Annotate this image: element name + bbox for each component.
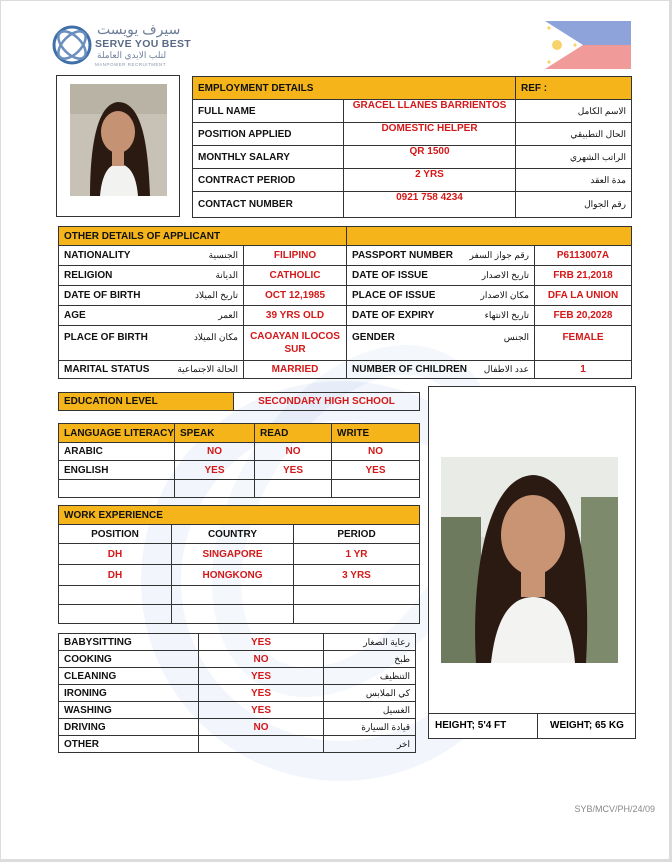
document-code: SYB/MCV/PH/24/09 — [574, 804, 655, 814]
place-of-birth-label: PLACE OF BIRTH — [64, 332, 148, 343]
skills-table — [58, 633, 416, 753]
position-applied-arabic: الحال التطبيقي — [516, 123, 632, 146]
language-name: ENGLISH — [59, 461, 175, 480]
monthly-salary-arabic: الراتب الشهري — [516, 146, 632, 169]
age-label: AGE — [64, 310, 86, 321]
skill-label: COOKING — [59, 651, 199, 668]
skill-value: YES — [199, 685, 324, 702]
religion-label: RELIGION — [64, 270, 113, 281]
date-of-issue-value: FRB 21,2018 — [535, 266, 632, 286]
skill-arabic: رعاية الصغار — [324, 634, 416, 651]
language-read — [255, 480, 332, 498]
monthly-salary-value: QR 1500 — [344, 146, 516, 169]
work-country: HONGKONG — [172, 565, 294, 586]
education-level-value: SECONDARY HIGH SCHOOL — [234, 393, 420, 411]
skill-value — [199, 736, 324, 753]
cv-page — [1, 1, 669, 859]
monthly-salary-label: MONTHLY SALARY — [193, 146, 344, 169]
skill-arabic: طبخ — [324, 651, 416, 668]
skill-value: YES — [199, 634, 324, 651]
date-of-expiry-arabic: تاريخ الانتهاء — [484, 310, 530, 320]
logo-name: SERVE YOU BEST — [95, 38, 192, 50]
knot-logo-icon — [51, 23, 93, 67]
skill-arabic: الغسيل — [324, 702, 416, 719]
skill-arabic: اخر — [324, 736, 416, 753]
full-name-arabic: الاسم الكامل — [516, 100, 632, 123]
language-speak: NO — [175, 443, 255, 461]
work-experience-table — [58, 505, 420, 624]
company-logo — [51, 21, 211, 71]
skill-label: CLEANING — [59, 668, 199, 685]
age-arabic: العمر — [218, 310, 238, 320]
work-country — [172, 605, 294, 624]
number-of-children-label: NUMBER OF CHILDREN — [352, 364, 468, 375]
language-name: ARABIC — [59, 443, 175, 461]
other-details-table — [58, 226, 632, 379]
skill-value: YES — [199, 668, 324, 685]
language-speak — [175, 480, 255, 498]
write-header: WRITE — [332, 424, 420, 443]
passport-number-label: PASSPORT NUMBER — [352, 250, 453, 261]
country-column-header: COUNTRY — [172, 525, 294, 544]
place-of-issue-value: DFA LA UNION — [535, 286, 632, 306]
position-column-header: POSITION — [59, 525, 172, 544]
position-applied-value: DOMESTIC HELPER — [344, 123, 516, 146]
religion-value: CATHOLIC — [244, 266, 347, 286]
contract-period-value: 2 YRS — [344, 169, 516, 192]
language-literacy-header: LANGUAGE LITERACY — [59, 424, 175, 443]
skill-label: DRIVING — [59, 719, 199, 736]
employment-details-header: EMPLOYMENT DETAILS — [193, 77, 516, 100]
work-position: DH — [59, 544, 172, 565]
nationality-value: FILIPINO — [244, 246, 347, 266]
contact-number-label: CONTACT NUMBER — [193, 192, 344, 218]
philippines-flag-icon — [545, 21, 631, 69]
skill-arabic: قيادة السيارة — [324, 719, 416, 736]
work-country: SINGAPORE — [172, 544, 294, 565]
education-table — [58, 392, 420, 411]
language-read: YES — [255, 461, 332, 480]
language-write: NO — [332, 443, 420, 461]
passport-number-arabic: رقم جواز السفر — [469, 250, 530, 260]
height-value: HEIGHT; 5'4 FT — [435, 720, 507, 731]
number-of-children-arabic: عدد الاطفال — [483, 364, 530, 374]
work-position — [59, 586, 172, 605]
language-write: YES — [332, 461, 420, 480]
applicant-photo-large — [441, 457, 618, 663]
full-name-label: FULL NAME — [193, 100, 344, 123]
work-experience-header: WORK EXPERIENCE — [59, 506, 294, 525]
work-position — [59, 605, 172, 624]
speak-header: SPEAK — [175, 424, 255, 443]
work-period: 1 YR — [294, 544, 420, 565]
date-of-expiry-value: FEB 20,2028 — [535, 306, 632, 326]
skill-label: WASHING — [59, 702, 199, 719]
work-period — [294, 586, 420, 605]
contract-period-arabic: مدة العقد — [516, 169, 632, 192]
date-of-issue-arabic: تاريخ الاصدار — [481, 270, 530, 280]
language-read: NO — [255, 443, 332, 461]
gender-arabic: الجنس — [503, 332, 530, 342]
period-column-header: PERIOD — [294, 525, 420, 544]
applicant-photo-small — [70, 84, 167, 196]
gender-value: FEMALE — [535, 326, 632, 361]
position-applied-label: POSITION APPLIED — [193, 123, 344, 146]
number-of-children-value: 1 — [535, 361, 632, 379]
work-experience-header-right — [294, 506, 420, 525]
contract-period-label: CONTRACT PERIOD — [193, 169, 344, 192]
work-period — [294, 605, 420, 624]
skill-label: OTHER — [59, 736, 199, 753]
language-speak: YES — [175, 461, 255, 480]
age-value: 39 YRS OLD — [244, 306, 347, 326]
date-of-expiry-label: DATE OF EXPIRY — [352, 310, 435, 321]
employment-details-table — [192, 76, 632, 218]
contact-number-value: 0921 758 4234 — [344, 192, 516, 218]
marital-status-value: MARRIED — [244, 361, 347, 379]
place-of-issue-label: PLACE OF ISSUE — [352, 290, 436, 301]
skill-value: NO — [199, 651, 324, 668]
logo-tagline: MANPOWER RECRUITMENT — [95, 62, 166, 67]
logo-arabic-sub: لتلب الايدي العاملة — [97, 50, 167, 60]
date-of-birth-value: OCT 12,1985 — [244, 286, 347, 306]
education-level-label: EDUCATION LEVEL — [59, 393, 234, 411]
date-of-birth-label: DATE OF BIRTH — [64, 290, 141, 301]
contact-number-arabic: رقم الجوال — [516, 192, 632, 218]
date-of-issue-label: DATE OF ISSUE — [352, 270, 428, 281]
skill-arabic: التنظيف — [324, 668, 416, 685]
marital-status-label: MARITAL STATUS — [64, 364, 150, 375]
read-header: READ — [255, 424, 332, 443]
place-of-birth-value: CAOAYAN ILOCOS SUR — [244, 326, 347, 361]
logo-arabic-name: سيرف يويست — [97, 21, 181, 37]
nationality-label: NATIONALITY — [64, 250, 131, 261]
measurements-bar — [429, 713, 635, 738]
measurements-divider — [537, 714, 538, 738]
language-write — [332, 480, 420, 498]
place-of-birth-arabic: مكان الميلاد — [193, 332, 238, 342]
date-of-birth-arabic: تاريخ الميلاد — [195, 290, 238, 300]
weight-value: WEIGHT; 65 KG — [550, 720, 624, 731]
skill-arabic: كي الملابس — [324, 685, 416, 702]
work-position: DH — [59, 565, 172, 586]
applicant-photo-small-frame — [56, 75, 180, 217]
marital-status-arabic: الحالة الاجتماعية — [177, 364, 238, 374]
skill-label: BABYSITTING — [59, 634, 199, 651]
other-details-header: OTHER DETAILS OF APPLICANT — [59, 227, 347, 246]
skill-label: IRONING — [59, 685, 199, 702]
nationality-arabic: الجنسية — [208, 250, 238, 260]
gender-label: GENDER — [352, 332, 395, 343]
full-name-value: GRACEL LLANES BARRIENTOS — [344, 100, 516, 123]
work-period: 3 YRS — [294, 565, 420, 586]
ref-label: REF : — [516, 77, 632, 100]
religion-arabic: الديانة — [215, 270, 238, 280]
place-of-issue-arabic: مكان الاصدار — [480, 290, 530, 300]
language-name — [59, 480, 175, 498]
passport-number-value: P6113007A — [535, 246, 632, 266]
skill-value: NO — [199, 719, 324, 736]
language-table — [58, 423, 420, 498]
other-details-header-right — [347, 227, 632, 246]
applicant-photo-large-frame — [428, 386, 636, 739]
skill-value: YES — [199, 702, 324, 719]
work-country — [172, 586, 294, 605]
